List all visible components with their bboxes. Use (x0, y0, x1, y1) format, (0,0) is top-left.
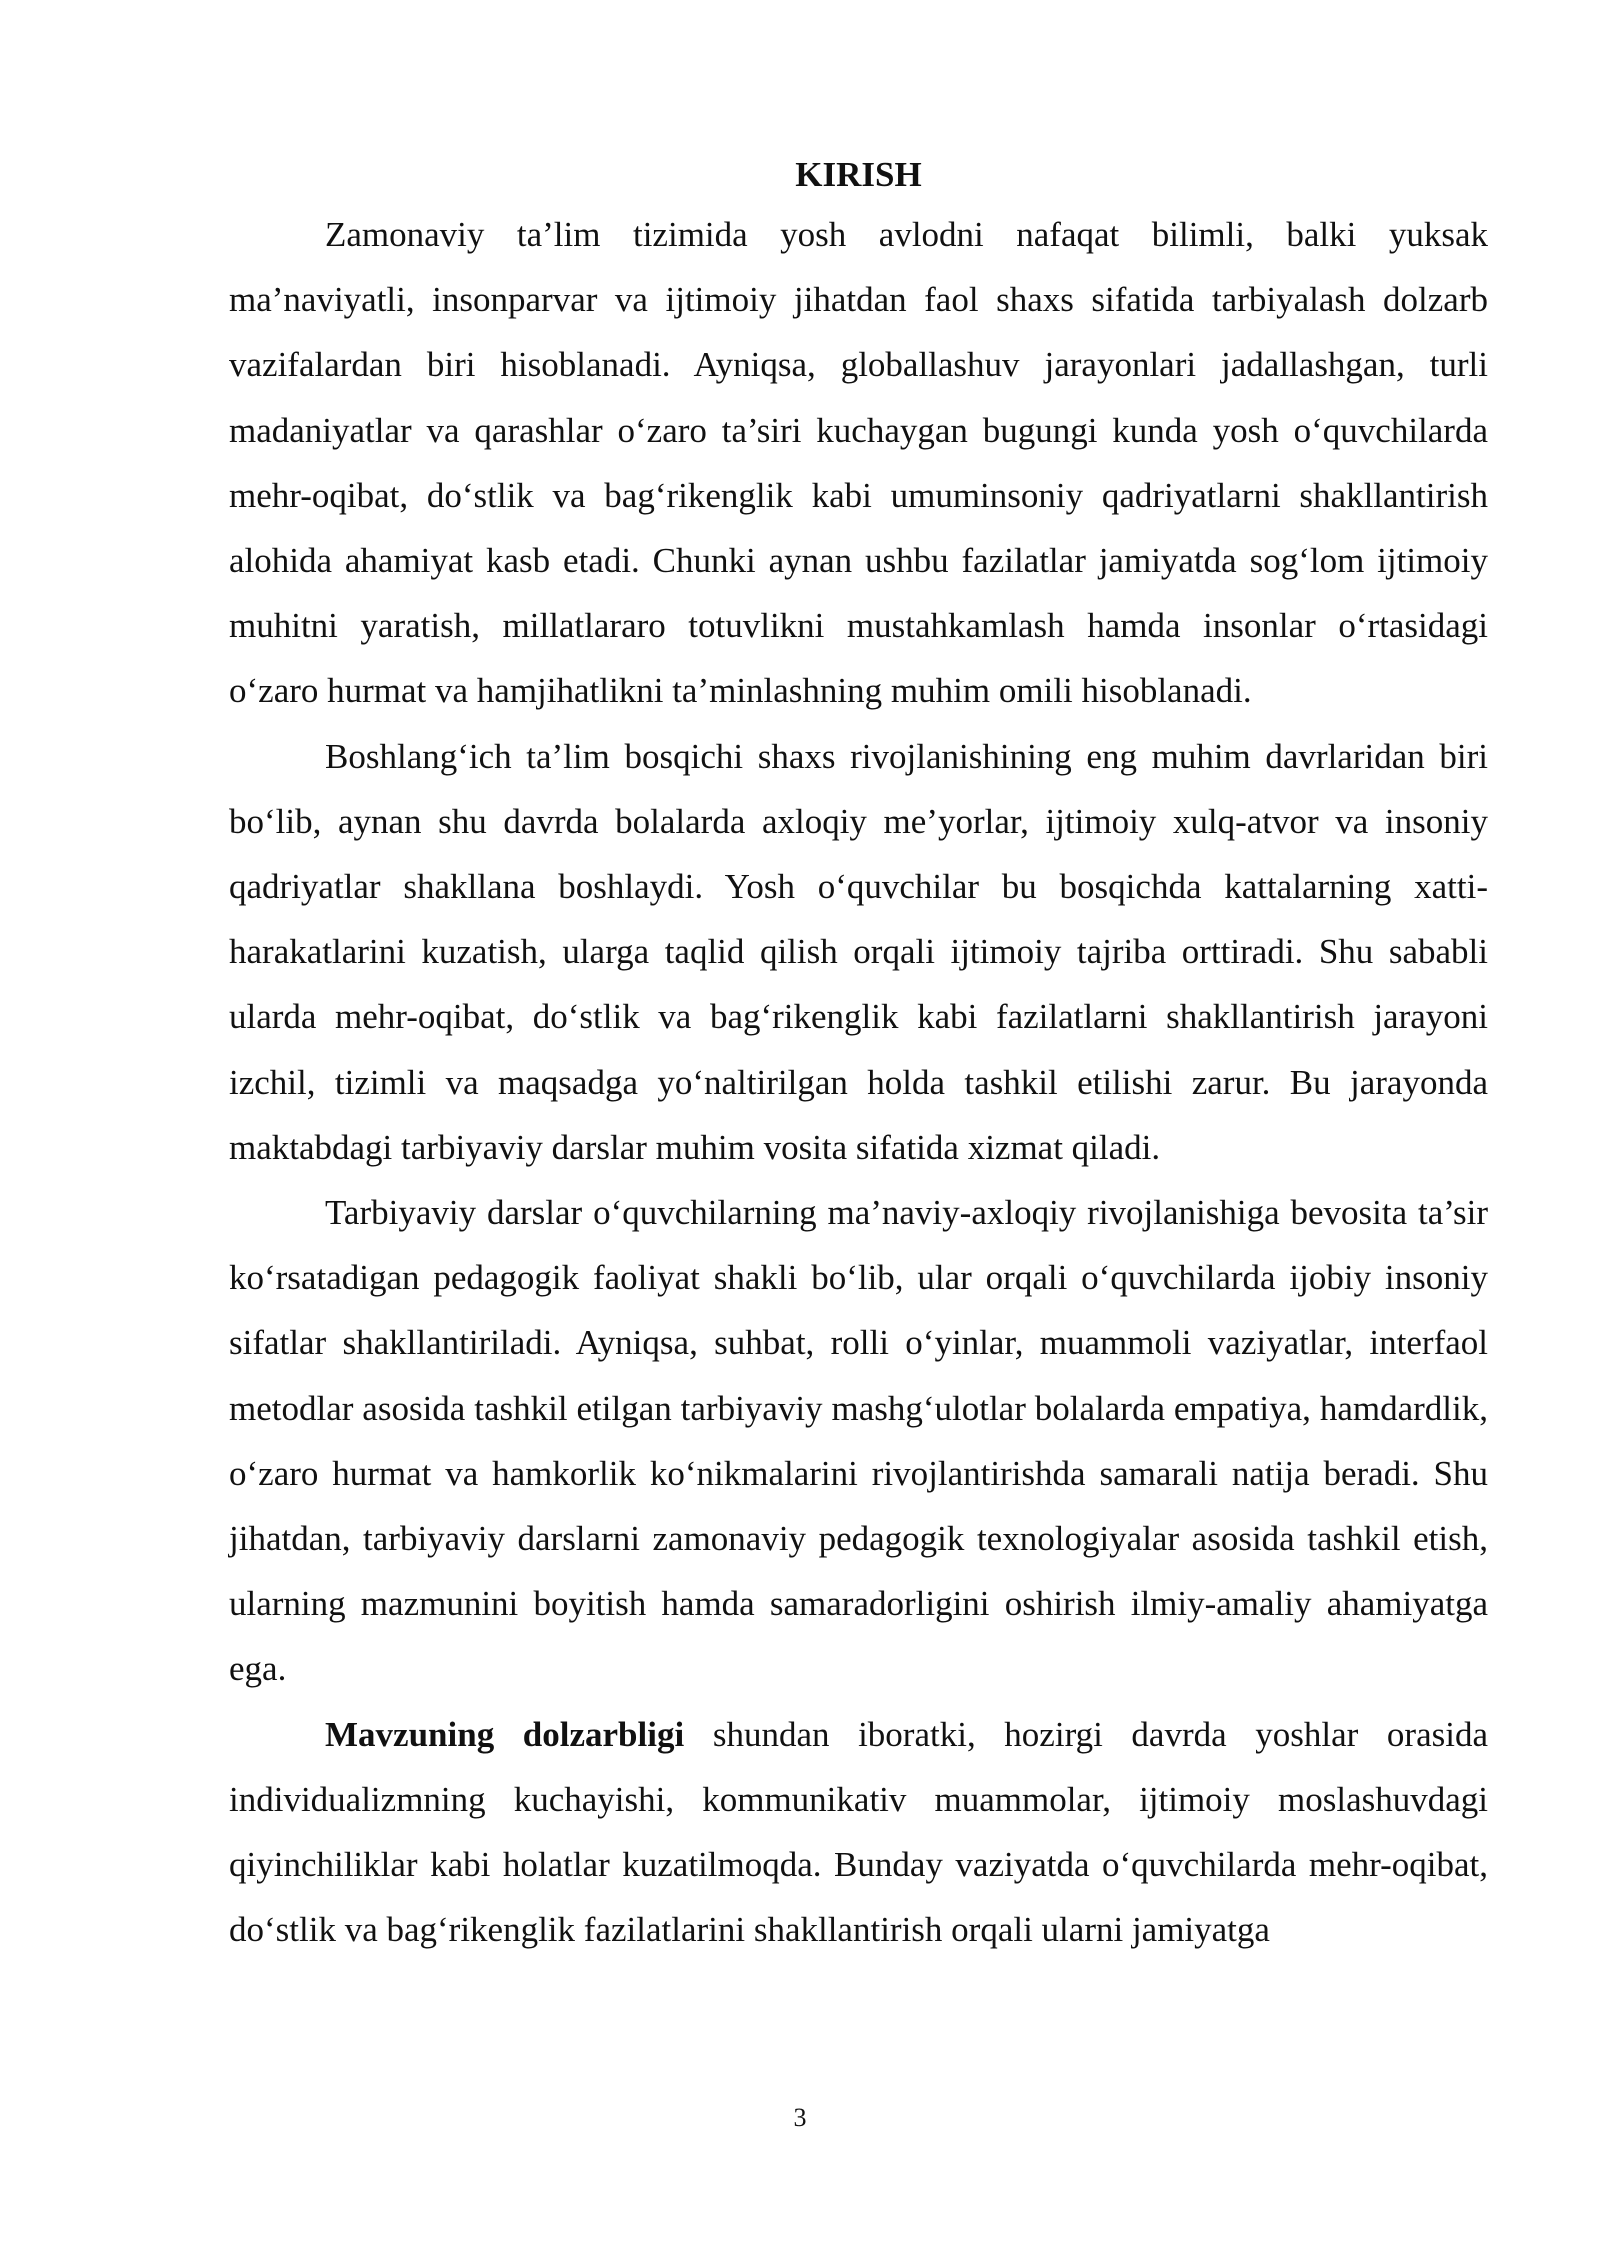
paragraph-4-text: shundan iboratki, hozirgi davrda yoshlar orasida individualizmning kuchayishi, kommunikativ muammolar, ijtimoiy moslashuvdagi qiyinchiliklar kabi holatlar kuzatilmoqda. Bunday vaziyatda o‘quvchilarda mehr-oqibat, do‘stlik va bag‘rikenglik fazilatlarini shakllantirish orqali ularni jamiyatga (229, 1714, 1488, 1950)
paragraph-2-text: Boshlang‘ich ta’lim bosqichi shaxs rivojlanishining eng muhim davrlaridan biri bo‘lib, aynan shu davrda bolalarda axloqiy me’yorlar, ijtimoiy xulq-atvor va insoniy qadriyatlar shakllana boshlaydi. Yosh o‘quvchilar bu bosqichda kattalarning xatti-harakatlarini kuzatish, ularga taqlid qilish orqali ijtimoiy tajriba orttiradi. Shu sababli ularda mehr-oqibat, do‘stlik va bag‘rikenglik kabi fazilatlarni shakllantirish jarayoni izchil, tizimli va maqsadga yo‘naltirilgan holda tashkil etilishi zarur. Bu jarayonda maktabdagi tarbiyaviy darslar muhim vosita sifatida xizmat qiladi. (229, 736, 1488, 1167)
page-body (229, 148, 1488, 1962)
section-heading: KIRISH (795, 155, 922, 194)
page-number: 3 (793, 2103, 807, 2132)
paragraph-1 (229, 202, 1488, 724)
paragraph-4-lead: Mavzuning dolzarbligi (325, 1714, 685, 1754)
paragraph-3-text: Tarbiyaviy darslar o‘quvchilarning ma’naviy-axloqiy rivojlanishiga bevosita ta’sir ko‘rsatadigan pedagogik faoliyat shakli bo‘lib, ular orqali o‘quvchilarda ijobiy insoniy sifatlar shakllantiriladi. Ayniqsa, suhbat, rolli o‘yinlar, muammoli vaziyatlar, interfaol metodlar asosida tashkil etilgan tarbiyaviy mashg‘ulotlar bolalarda empatiya, hamdardlik, o‘zaro hurmat va hamkorlik ko‘nikmalarini rivojlantirishda samarali natija beradi. Shu jihatdan, tarbiyaviy darslarni zamonaviy pedagogik texnologiyalar asosida tashkil etish, ularning mazmunini boyitish hamda samaradorligini oshirish ilmiy-amaliy ahamiyatga ega. (229, 1193, 1488, 1689)
paragraph-2 (229, 724, 1488, 1180)
paragraph-1-text: Zamonaviy ta’lim tizimida yosh avlodni nafaqat bilimli, balki yuksak ma’naviyatli, insonparvar va ijtimoiy jihatdan faol shaxs sifatida tarbiyalash dolzarb vazifalardan biri hisoblanadi. Ayniqsa, globallashuv jarayonlari jadallashgan, turli madaniyatlar va qarashlar o‘zaro ta’siri kuchaygan bugungi kunda yosh o‘quvchilarda mehr-oqibat, do‘stlik va bag‘rikenglik kabi umuminsoniy qadriyatlarni shakllantirish alohida ahamiyat kasb etadi. Chunki aynan ushbu fazilatlar jamiyatda sog‘lom ijtimoiy muhitni yaratish, millatlararo totuvlikni mustahkamlash hamda insonlar o‘rtasidagi o‘zaro hurmat va hamjihatlikni ta’minlashning muhim omili hisoblanadi. (229, 215, 1488, 711)
paragraph-4 (229, 1702, 1488, 1963)
paragraph-3 (229, 1180, 1488, 1702)
